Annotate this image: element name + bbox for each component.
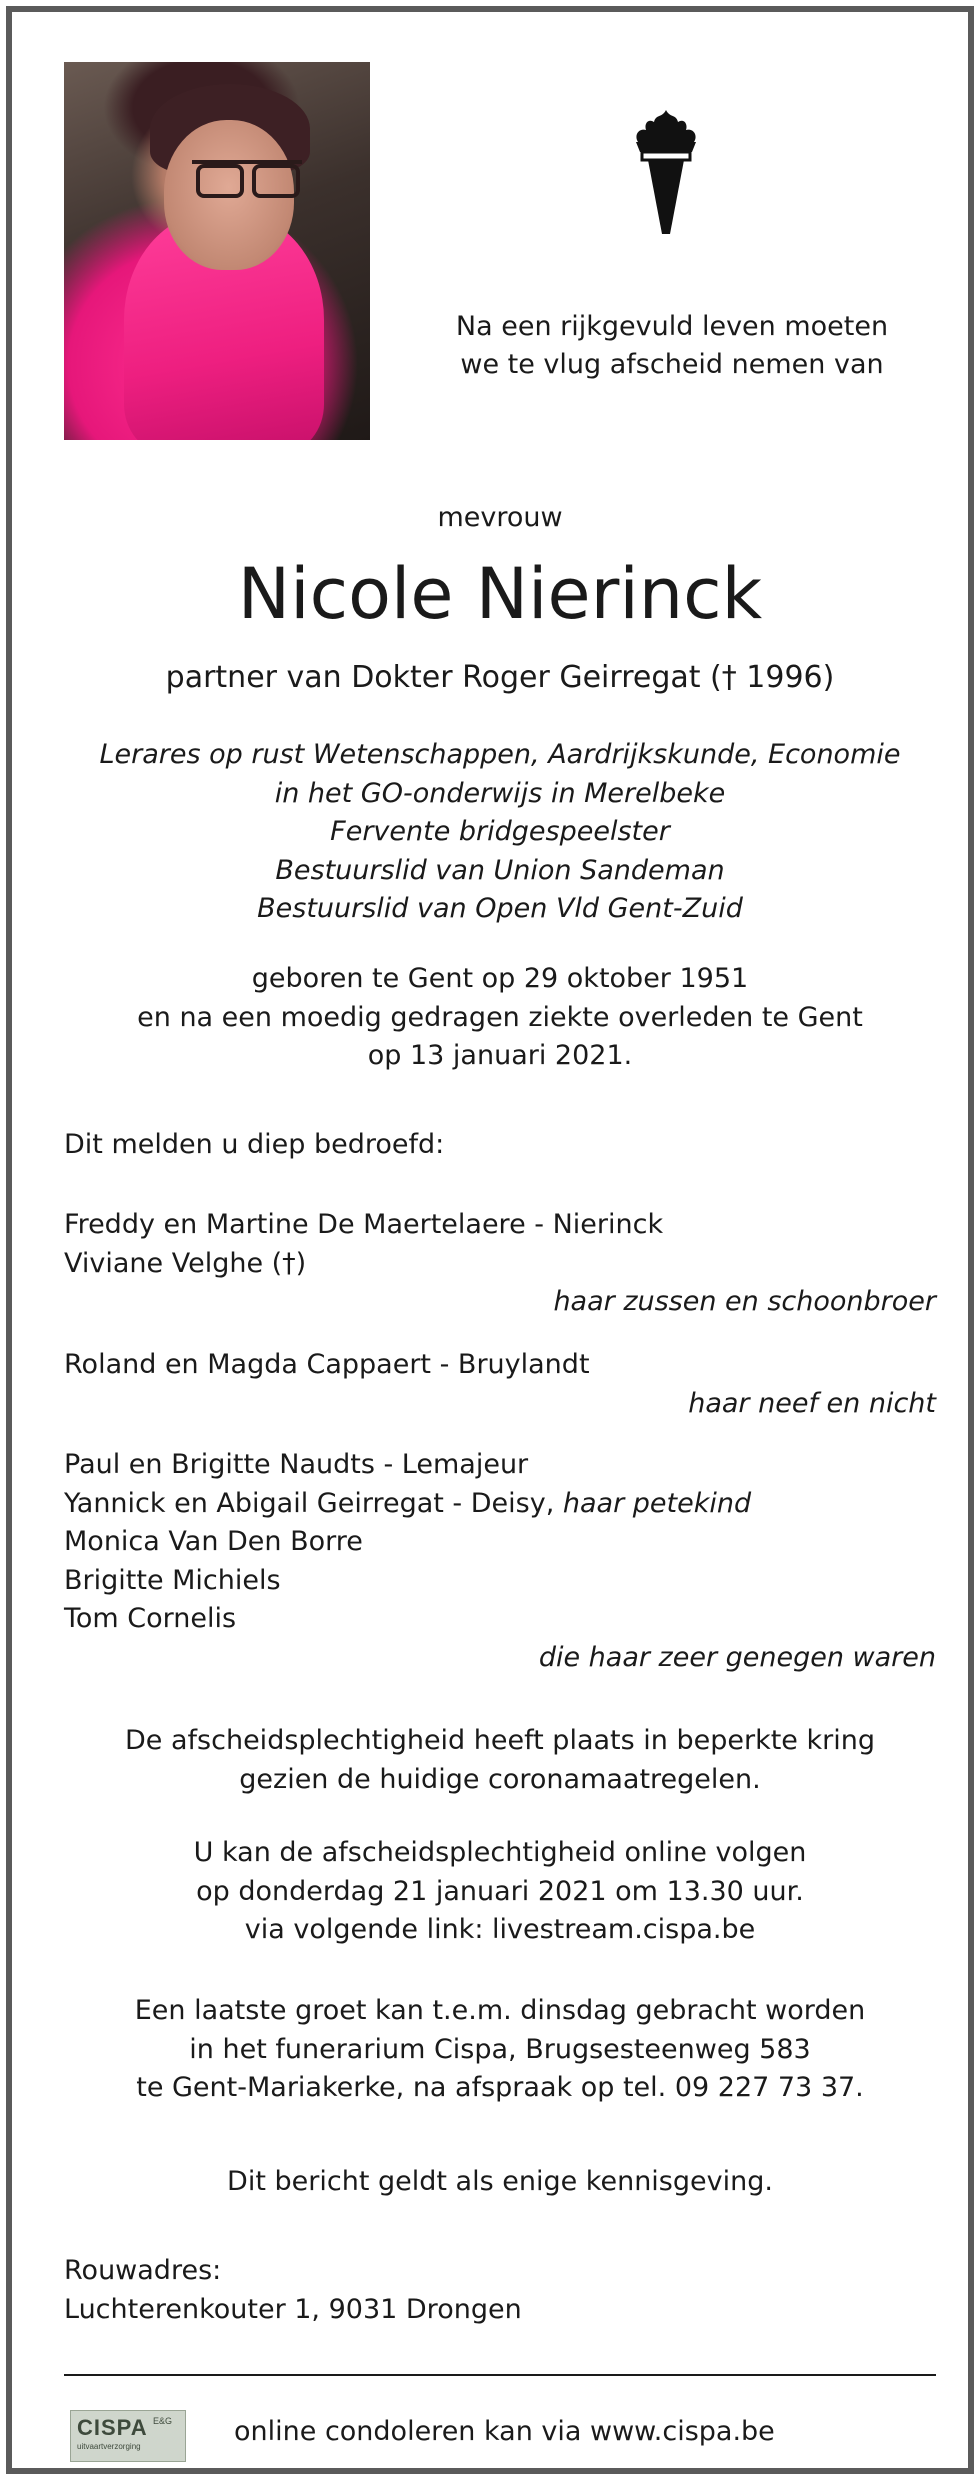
salutation: mevrouw — [437, 502, 563, 533]
deceased-name: Nicole Nierinck — [237, 553, 763, 635]
notice-line: Dit bericht geldt als enige kennisgeving. — [227, 2166, 773, 2197]
torch-icon — [630, 108, 702, 238]
online-line: via volgende link: livestream.cispa.be — [244, 1914, 756, 1945]
birth-death-block — [64, 960, 936, 1076]
ceremony-line: De afscheidsplechtigheid heeft plaats in beperkte kring — [125, 1725, 875, 1756]
title-line: Bestuurslid van Union Sandeman — [275, 854, 725, 886]
title-line: in het GO-onderwijs in Merelbeke — [274, 777, 726, 809]
partner-line: partner van Dokter Roger Geirregat († 1996) — [165, 660, 835, 695]
greeting-line: in het funerarium Cispa, Brugsesteenweg 583 — [189, 2033, 811, 2065]
intro-line: Na een rijkgevuld leven moeten — [455, 311, 889, 342]
greeting-line: Een laatste groet kan t.e.m. dinsdag gebracht worden — [134, 1995, 866, 2026]
family-name: Viviane Velghe (†) — [64, 1247, 307, 1279]
greeting-block — [64, 1992, 936, 2108]
family-group-2 — [64, 1346, 936, 1423]
family-name-with-relation — [64, 1485, 936, 1524]
portrait-photo — [64, 62, 370, 440]
family-relation-inline: haar petekind — [562, 1487, 752, 1519]
family-name: Brigitte Michiels — [64, 1564, 281, 1596]
family-name: Monica Van Den Borre — [64, 1526, 363, 1557]
footer-divider — [64, 2374, 936, 2376]
family-name: Roland en Magda Cappaert - Bruylandt — [64, 1349, 590, 1380]
cispa-logo — [70, 2410, 186, 2462]
title-line: Lerares op rust Wetenschappen, Aardrijkskunde, Economie — [99, 739, 901, 770]
family-name: Tom Cornelis — [64, 1603, 237, 1634]
address-value: Luchterenkouter 1, 9031 Drongen — [64, 2293, 522, 2325]
ceremony-line: gezien de huidige coronamaatregelen. — [239, 1763, 761, 1795]
obituary-card — [6, 6, 974, 2474]
family-name: Paul en Brigitte Naudts - Lemajeur — [64, 1449, 529, 1480]
address-label: Rouwadres: — [64, 2255, 222, 2286]
title-line: Fervente bridgespeelster — [330, 816, 670, 847]
online-line: op donderdag 21 januari 2021 om 13.30 uur. — [196, 1875, 804, 1907]
born-line: geboren te Gent op 29 oktober 1951 — [251, 963, 749, 994]
logo-sup: E&G — [153, 2416, 173, 2426]
address-block — [64, 2252, 936, 2329]
announce-line: Dit melden u diep bedroefd: — [64, 1129, 445, 1160]
family-name: Yannick en Abigail Geirregat - Deisy, — [64, 1487, 555, 1519]
ceremony-block — [64, 1722, 936, 1799]
family-relation: die haar zeer genegen waren — [538, 1641, 936, 1673]
logo-brand: CISPA — [77, 2415, 148, 2440]
family-relation: haar neef en nicht — [688, 1387, 936, 1419]
family-name: Freddy en Martine De Maertelaere - Nierinck — [64, 1209, 664, 1240]
born-line: en na een moedig gedragen ziekte overleden te Gent — [137, 1001, 863, 1033]
condolence-link-text: online condoleren kan via www.cispa.be — [234, 2416, 775, 2447]
online-block — [64, 1834, 936, 1950]
family-group-1 — [64, 1206, 936, 1322]
logo-tag: uitvaartverzorging — [77, 2442, 141, 2451]
born-line: op 13 januari 2021. — [367, 1040, 633, 1071]
intro-text — [412, 308, 932, 384]
online-line: U kan de afscheidsplechtigheid online volgen — [193, 1837, 807, 1868]
family-group-3 — [64, 1446, 936, 1677]
family-relation: haar zussen en schoonbroer — [553, 1286, 936, 1317]
intro-line: we te vlug afscheid nemen van — [460, 349, 884, 380]
greeting-line: te Gent-Mariakerke, na afspraak op tel. 09 227 73 37. — [136, 2072, 864, 2103]
titles-block — [64, 736, 936, 929]
title-line: Bestuurslid van Open Vld Gent-Zuid — [257, 893, 743, 924]
